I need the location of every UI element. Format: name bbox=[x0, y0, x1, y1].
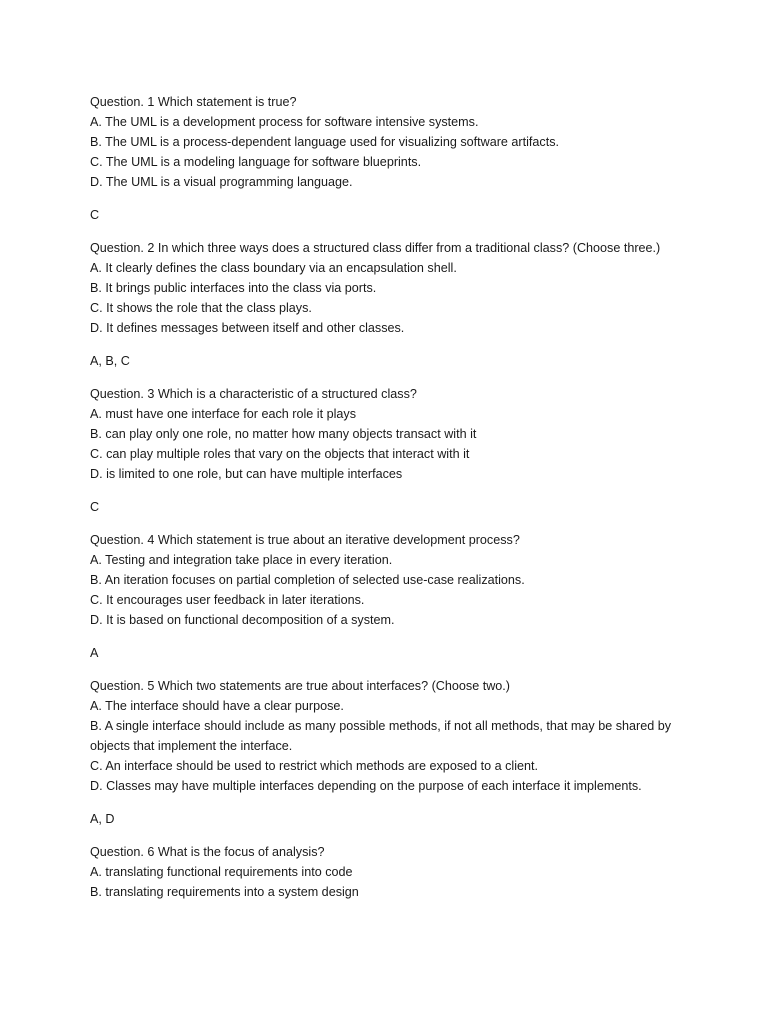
option-d: D. Classes may have multiple interfaces depending on the purpose of each interface it implements. bbox=[90, 779, 642, 793]
question-3 bbox=[90, 384, 690, 517]
option-c: C. It shows the role that the class plays. bbox=[90, 301, 312, 315]
option-c: C. can play multiple roles that vary on the objects that interact with it bbox=[90, 447, 470, 461]
option-b: B. translating requirements into a system design bbox=[90, 885, 359, 899]
question-prompt: Question. 1 Which statement is true? bbox=[90, 95, 297, 109]
question-5 bbox=[90, 676, 690, 829]
option-d: D. The UML is a visual programming language. bbox=[90, 175, 353, 189]
option-b: B. It brings public interfaces into the class via ports. bbox=[90, 281, 377, 295]
question-prompt: Question. 2 In which three ways does a structured class differ from a traditional class? (Choose three.) bbox=[90, 241, 661, 255]
question-prompt: Question. 3 Which is a characteristic of a structured class? bbox=[90, 387, 417, 401]
answer: C bbox=[90, 208, 100, 222]
option-d: D. It is based on functional decomposition of a system. bbox=[90, 613, 395, 627]
option-b: B. can play only one role, no matter how many objects transact with it bbox=[90, 427, 477, 441]
question-prompt: Question. 4 Which statement is true about an iterative development process? bbox=[90, 533, 520, 547]
answer: A, B, C bbox=[90, 354, 130, 368]
option-a: A. It clearly defines the class boundary via an encapsulation shell. bbox=[90, 261, 457, 275]
question-4 bbox=[90, 530, 690, 663]
option-a: A. The interface should have a clear purpose. bbox=[90, 699, 344, 713]
option-b: B. A single interface should include as many possible methods, if not all methods, that may be shared by objects that implement the interface. bbox=[90, 719, 672, 753]
option-a: A. Testing and integration take place in every iteration. bbox=[90, 553, 393, 567]
option-a: A. translating functional requirements into code bbox=[90, 865, 353, 879]
option-d: D. It defines messages between itself and other classes. bbox=[90, 321, 405, 335]
question-prompt: Question. 6 What is the focus of analysis? bbox=[90, 845, 325, 859]
question-prompt: Question. 5 Which two statements are true about interfaces? (Choose two.) bbox=[90, 679, 510, 693]
answer: C bbox=[90, 500, 100, 514]
option-c: C. The UML is a modeling language for software blueprints. bbox=[90, 155, 422, 169]
option-c: C. An interface should be used to restrict which methods are exposed to a client. bbox=[90, 759, 539, 773]
question-6 bbox=[90, 842, 690, 902]
option-b: B. The UML is a process-dependent language used for visualizing software artifacts. bbox=[90, 135, 560, 149]
answer: A bbox=[90, 646, 99, 660]
option-a: A. must have one interface for each role it plays bbox=[90, 407, 357, 421]
option-d: D. is limited to one role, but can have multiple interfaces bbox=[90, 467, 403, 481]
question-2 bbox=[90, 238, 690, 371]
document-page bbox=[90, 92, 690, 902]
option-c: C. It encourages user feedback in later iterations. bbox=[90, 593, 365, 607]
answer: A, D bbox=[90, 812, 115, 826]
option-a: A. The UML is a development process for software intensive systems. bbox=[90, 115, 479, 129]
option-b: B. An iteration focuses on partial completion of selected use-case realizations. bbox=[90, 573, 525, 587]
question-1 bbox=[90, 92, 690, 225]
